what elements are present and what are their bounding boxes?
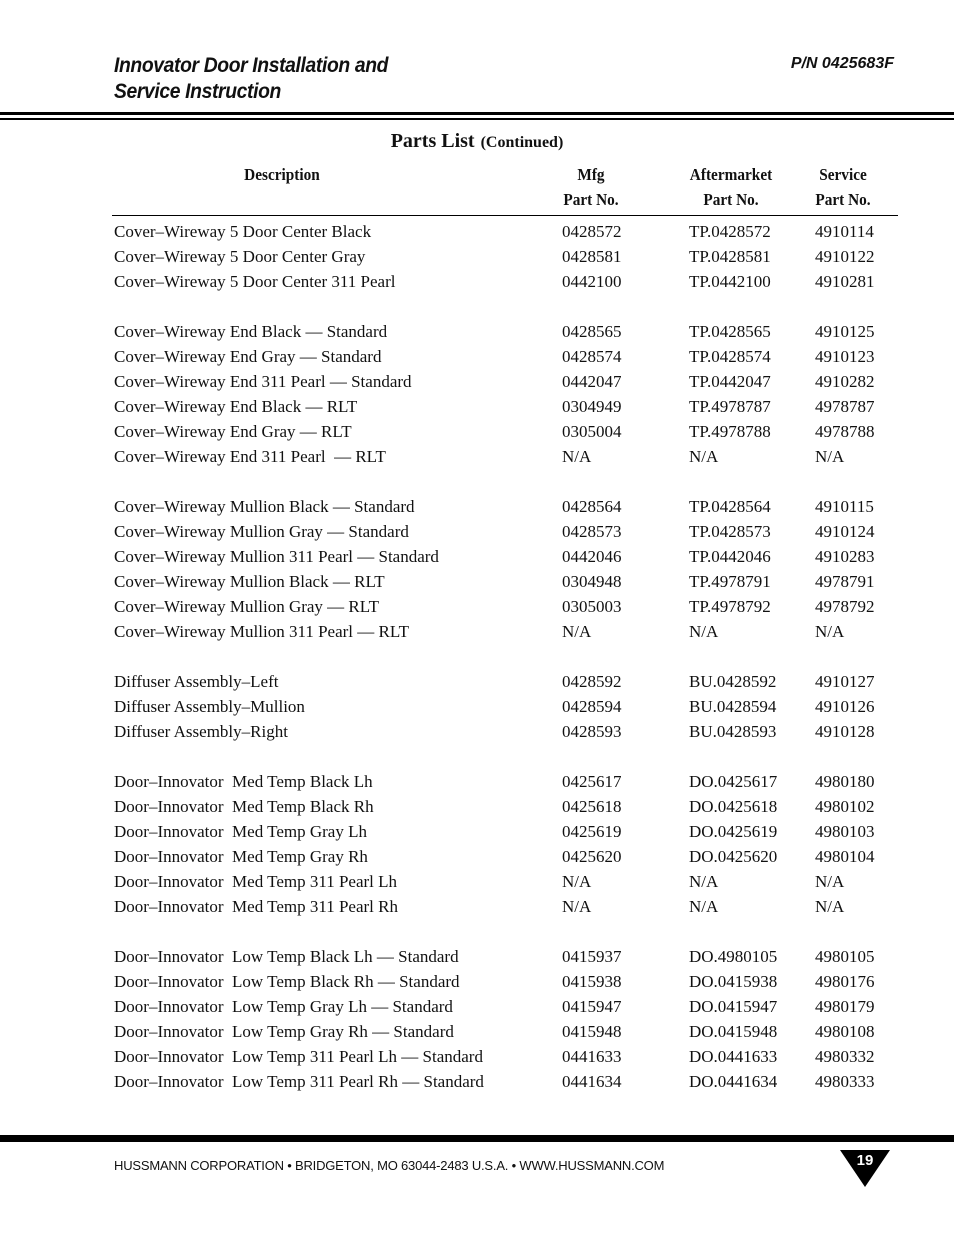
table-row	[0, 319, 954, 344]
cell-aftermarket-part-no: TP.0428581	[689, 247, 771, 266]
cell-service-part-no: N/A	[815, 622, 845, 641]
header-rule-top	[0, 112, 954, 115]
cell-description: Cover–Wireway Mullion 311 Pearl — RLT	[114, 622, 410, 641]
cell-description: Door–Innovator Low Temp Gray Lh — Standard	[114, 997, 453, 1016]
cell-mfg-part-no: 0415938	[562, 972, 622, 991]
table-row	[0, 594, 954, 619]
table-row	[0, 494, 954, 519]
cell-mfg-part-no: 0415948	[562, 1022, 622, 1041]
cell-service-part-no: 4980108	[815, 1022, 875, 1041]
cell-mfg-part-no: 0428572	[562, 222, 622, 241]
cell-service-part-no: N/A	[815, 872, 845, 891]
cell-description: Cover–Wireway End Black — Standard	[114, 322, 388, 341]
cell-aftermarket-part-no: TP.4978791	[689, 572, 771, 591]
cell-mfg-part-no: N/A	[562, 447, 592, 466]
cell-description: Cover–Wireway Mullion 311 Pearl — Standard	[114, 547, 439, 566]
cell-mfg-part-no: 0442100	[562, 272, 622, 291]
cell-service-part-no: 4910114	[815, 222, 874, 241]
cell-mfg-part-no: N/A	[562, 872, 592, 891]
cell-aftermarket-part-no: DO.0425617	[689, 772, 778, 791]
column-header-mfg: Mfg Part No.	[563, 165, 619, 209]
cell-description: Diffuser Assembly–Left	[114, 672, 279, 691]
cell-service-part-no: 4978787	[815, 397, 875, 416]
cell-mfg-part-no: 0425618	[562, 797, 622, 816]
cell-aftermarket-part-no: DO.0441633	[689, 1047, 778, 1066]
cell-aftermarket-part-no: DO.0415938	[689, 972, 778, 991]
table-header-rule	[112, 215, 898, 216]
cell-aftermarket-part-no: TP.0428565	[689, 322, 771, 341]
table-row	[0, 519, 954, 544]
table-row	[0, 794, 954, 819]
column-header-aftermarket: Aftermarket Part No.	[689, 165, 773, 209]
cell-description: Cover–Wireway Mullion Gray — Standard	[114, 522, 409, 541]
cell-mfg-part-no: 0415947	[562, 997, 622, 1016]
table-row	[0, 694, 954, 719]
cell-description: Door–Innovator Low Temp 311 Pearl Lh — Standard	[114, 1047, 483, 1066]
cell-mfg-part-no: N/A	[562, 622, 592, 641]
cell-service-part-no: 4910127	[815, 672, 875, 691]
cell-mfg-part-no: 0441633	[562, 1047, 622, 1066]
cell-service-part-no: 4980333	[815, 1072, 875, 1091]
cell-service-part-no: 4978791	[815, 572, 875, 591]
cell-aftermarket-part-no: TP.0428573	[689, 522, 771, 541]
cell-aftermarket-part-no: DO.0415948	[689, 1022, 778, 1041]
cell-mfg-part-no: N/A	[562, 897, 592, 916]
header-rule-bottom	[0, 118, 954, 120]
cell-mfg-part-no: 0441634	[562, 1072, 622, 1091]
table-row	[0, 569, 954, 594]
cell-description: Door–Innovator Med Temp Gray Rh	[114, 847, 368, 866]
table-row	[0, 394, 954, 419]
cell-aftermarket-part-no: DO.0441634	[689, 1072, 778, 1091]
table-row	[0, 1044, 954, 1069]
table-row	[0, 544, 954, 569]
table-row	[0, 269, 954, 294]
table-row	[0, 444, 954, 469]
cell-mfg-part-no: 0428581	[562, 247, 622, 266]
cell-description: Cover–Wireway Mullion Gray — RLT	[114, 597, 379, 616]
cell-description: Cover–Wireway 5 Door Center Black	[114, 222, 372, 241]
cell-aftermarket-part-no: N/A	[689, 447, 719, 466]
cell-description: Diffuser Assembly–Right	[114, 722, 288, 741]
cell-aftermarket-part-no: N/A	[689, 897, 719, 916]
cell-aftermarket-part-no: DO.0425618	[689, 797, 778, 816]
cell-service-part-no: 4980102	[815, 797, 875, 816]
cell-description: Door–Innovator Low Temp Gray Rh — Standard	[114, 1022, 454, 1041]
row-spacer	[0, 919, 954, 944]
cell-aftermarket-part-no: N/A	[689, 622, 719, 641]
cell-mfg-part-no: 0428565	[562, 322, 622, 341]
cell-service-part-no: 4910115	[815, 497, 874, 516]
cell-aftermarket-part-no: TP.4978792	[689, 597, 771, 616]
cell-description: Door–Innovator Med Temp 311 Pearl Lh	[114, 872, 398, 891]
cell-service-part-no: 4910283	[815, 547, 875, 566]
cell-description: Cover–Wireway End 311 Pearl — RLT	[114, 447, 386, 466]
cell-service-part-no: 4910128	[815, 722, 875, 741]
cell-aftermarket-part-no: TP.0442046	[689, 547, 771, 566]
cell-service-part-no: 4980103	[815, 822, 875, 841]
cell-aftermarket-part-no: BU.0428594	[689, 697, 777, 716]
footer-rule	[0, 1135, 954, 1142]
cell-mfg-part-no: 0428564	[562, 497, 622, 516]
cell-aftermarket-part-no: TP.0428572	[689, 222, 771, 241]
table-row	[0, 669, 954, 694]
cell-description: Cover–Wireway End Black — RLT	[114, 397, 358, 416]
cell-description: Cover–Wireway 5 Door Center 311 Pearl	[114, 272, 396, 291]
cell-aftermarket-part-no: TP.4978787	[689, 397, 771, 416]
cell-aftermarket-part-no: N/A	[689, 872, 719, 891]
row-spacer	[0, 469, 954, 494]
document-title-line2: Service Instruction	[114, 80, 281, 103]
table-row	[0, 894, 954, 919]
cell-service-part-no: 4910281	[815, 272, 875, 291]
cell-description: Door–Innovator Med Temp Black Rh	[114, 797, 374, 816]
cell-mfg-part-no: 0428574	[562, 347, 622, 366]
cell-description: Cover–Wireway Mullion Black — RLT	[114, 572, 385, 591]
table-row	[0, 219, 954, 244]
cell-mfg-part-no: 0442046	[562, 547, 622, 566]
cell-aftermarket-part-no: TP.0428564	[689, 497, 771, 516]
cell-mfg-part-no: 0305003	[562, 597, 622, 616]
cell-service-part-no: 4980332	[815, 1047, 875, 1066]
cell-description: Cover–Wireway 5 Door Center Gray	[114, 247, 366, 266]
cell-service-part-no: 4910282	[815, 372, 875, 391]
cell-aftermarket-part-no: TP.0442100	[689, 272, 771, 291]
cell-description: Cover–Wireway Mullion Black — Standard	[114, 497, 415, 516]
table-row	[0, 969, 954, 994]
row-spacer	[0, 744, 954, 769]
table-row	[0, 944, 954, 969]
cell-description: Cover–Wireway End 311 Pearl — Standard	[114, 372, 412, 391]
column-header-description: Description	[244, 165, 320, 184]
table-row	[0, 819, 954, 844]
cell-aftermarket-part-no: TP.4978788	[689, 422, 771, 441]
cell-description: Cover–Wireway End Gray — RLT	[114, 422, 352, 441]
cell-description: Door–Innovator Low Temp Black Rh — Standard	[114, 972, 460, 991]
table-row	[0, 419, 954, 444]
cell-aftermarket-part-no: BU.0428593	[689, 722, 777, 741]
section-title-sub: (Continued)	[480, 134, 564, 151]
table-row	[0, 344, 954, 369]
cell-mfg-part-no: 0304949	[562, 397, 622, 416]
row-spacer	[0, 294, 954, 319]
cell-aftermarket-part-no: TP.0442047	[689, 372, 771, 391]
cell-description: Diffuser Assembly–Mullion	[114, 697, 305, 716]
cell-description: Door–Innovator Med Temp 311 Pearl Rh	[114, 897, 398, 916]
table-row	[0, 619, 954, 644]
cell-service-part-no: 4910122	[815, 247, 875, 266]
cell-mfg-part-no: 0428593	[562, 722, 622, 741]
cell-mfg-part-no: 0428573	[562, 522, 622, 541]
cell-description: Cover–Wireway End Gray — Standard	[114, 347, 382, 366]
document-title	[114, 53, 388, 105]
parts-table	[0, 219, 954, 1094]
table-row	[0, 244, 954, 269]
table-row	[0, 994, 954, 1019]
cell-aftermarket-part-no: DO.0425620	[689, 847, 778, 866]
cell-aftermarket-part-no: BU.0428592	[689, 672, 777, 691]
cell-description: Door–Innovator Med Temp Gray Lh	[114, 822, 367, 841]
cell-mfg-part-no: 0425619	[562, 822, 622, 841]
cell-aftermarket-part-no: TP.0428574	[689, 347, 771, 366]
cell-service-part-no: N/A	[815, 897, 845, 916]
cell-service-part-no: 4910125	[815, 322, 875, 341]
cell-description: Door–Innovator Med Temp Black Lh	[114, 772, 373, 791]
cell-service-part-no: 4980180	[815, 772, 875, 791]
section-title	[0, 130, 954, 153]
cell-mfg-part-no: 0425617	[562, 772, 622, 791]
cell-service-part-no: 4980105	[815, 947, 875, 966]
cell-service-part-no: 4980179	[815, 997, 875, 1016]
cell-service-part-no: 4910124	[815, 522, 875, 541]
cell-service-part-no: 4980104	[815, 847, 875, 866]
section-title-main: Parts List	[390, 130, 475, 152]
cell-mfg-part-no: 0442047	[562, 372, 622, 391]
cell-mfg-part-no: 0428592	[562, 672, 622, 691]
cell-service-part-no: 4910126	[815, 697, 875, 716]
document-title-line1: Innovator Door Installation and	[114, 54, 389, 77]
cell-service-part-no: 4910123	[815, 347, 875, 366]
footer-address: HUSSMANN CORPORATION • BRIDGETON, MO 63044-2483 U.S.A. • WWW.HUSSMANN.COM	[114, 1158, 665, 1173]
table-row	[0, 369, 954, 394]
cell-aftermarket-part-no: DO.0415947	[689, 997, 778, 1016]
column-header-service: Service Part No.	[815, 165, 871, 209]
cell-aftermarket-part-no: DO.0425619	[689, 822, 778, 841]
table-row	[0, 769, 954, 794]
cell-service-part-no: 4980176	[815, 972, 875, 991]
cell-service-part-no: N/A	[815, 447, 845, 466]
cell-description: Door–Innovator Low Temp Black Lh — Standard	[114, 947, 459, 966]
cell-description: Door–Innovator Low Temp 311 Pearl Rh — Standard	[114, 1072, 484, 1091]
row-spacer	[0, 644, 954, 669]
table-row	[0, 1019, 954, 1044]
part-number: P/N 0425683F	[790, 55, 894, 72]
cell-mfg-part-no: 0415937	[562, 947, 622, 966]
table-row	[0, 869, 954, 894]
cell-aftermarket-part-no: DO.4980105	[689, 947, 778, 966]
cell-mfg-part-no: 0428594	[562, 697, 622, 716]
cell-service-part-no: 4978792	[815, 597, 875, 616]
cell-mfg-part-no: 0305004	[562, 422, 622, 441]
table-row	[0, 1069, 954, 1094]
cell-service-part-no: 4978788	[815, 422, 875, 441]
page-number: 19	[856, 1152, 874, 1169]
cell-mfg-part-no: 0304948	[562, 572, 622, 591]
table-row	[0, 844, 954, 869]
table-row	[0, 719, 954, 744]
cell-mfg-part-no: 0425620	[562, 847, 622, 866]
